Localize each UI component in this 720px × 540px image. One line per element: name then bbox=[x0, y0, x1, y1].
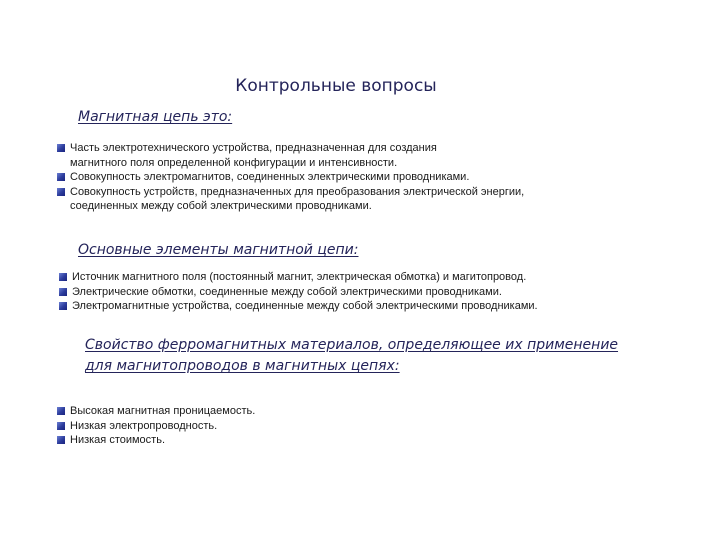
question-3-heading-line-1: Свойство ферромагнитных материалов, определяющее их применение bbox=[85, 337, 619, 353]
option-text: Низкая стоимость. bbox=[70, 434, 165, 446]
option-item bbox=[57, 404, 255, 419]
option-text: Высокая магнитная проницаемость. bbox=[70, 405, 256, 417]
square-bullet-icon bbox=[57, 188, 65, 196]
square-bullet-icon bbox=[57, 436, 65, 444]
option-item bbox=[57, 141, 524, 170]
option-text-continued: магнитного поля определенной конфигурации и интенсивности. bbox=[70, 156, 398, 169]
option-text: Источник магнитного поля (постоянный магнит, электрическая обмотка) и магитопровод. bbox=[72, 271, 527, 283]
option-text: Электрические обмотки, соединенные между собой электрическими проводниками. bbox=[72, 285, 502, 298]
option-item bbox=[57, 433, 255, 448]
option-item bbox=[57, 185, 524, 214]
square-bullet-icon bbox=[59, 302, 67, 310]
square-bullet-icon bbox=[59, 288, 67, 296]
option-text: Часть электротехнического устройства, предназначенная для создания bbox=[70, 142, 437, 154]
option-item bbox=[59, 285, 538, 300]
square-bullet-icon bbox=[57, 407, 65, 415]
square-bullet-icon bbox=[57, 422, 65, 430]
question-3-heading-line-2: для магнитопроводов в магнитных цепях: bbox=[85, 358, 400, 374]
option-item bbox=[57, 419, 255, 434]
option-text: Электромагнитные устройства, соединенные между собой электрическими проводниками. bbox=[72, 300, 538, 312]
option-text: Совокупность электромагнитов, соединенных электрическими проводниками. bbox=[70, 171, 470, 183]
question-2-options bbox=[59, 270, 538, 314]
question-1-options bbox=[57, 141, 524, 214]
option-text: Низкая электропроводность. bbox=[70, 419, 218, 432]
question-3-heading bbox=[85, 335, 618, 377]
option-text: Совокупность устройств, предназначенных для преобразования электрической энергии, bbox=[70, 185, 525, 198]
question-1-heading: Магнитная цепь это: bbox=[78, 109, 233, 125]
option-item bbox=[59, 270, 538, 285]
option-item bbox=[59, 299, 538, 314]
option-text-continued: соединенных между собой электрическими проводниками. bbox=[70, 200, 372, 212]
square-bullet-icon bbox=[57, 173, 65, 181]
page-title: Контрольные вопросы bbox=[235, 76, 437, 96]
question-2-heading: Основные элементы магнитной цепи: bbox=[78, 242, 359, 258]
square-bullet-icon bbox=[59, 273, 67, 281]
option-item bbox=[57, 170, 524, 185]
square-bullet-icon bbox=[57, 144, 65, 152]
question-3-options bbox=[57, 404, 255, 448]
